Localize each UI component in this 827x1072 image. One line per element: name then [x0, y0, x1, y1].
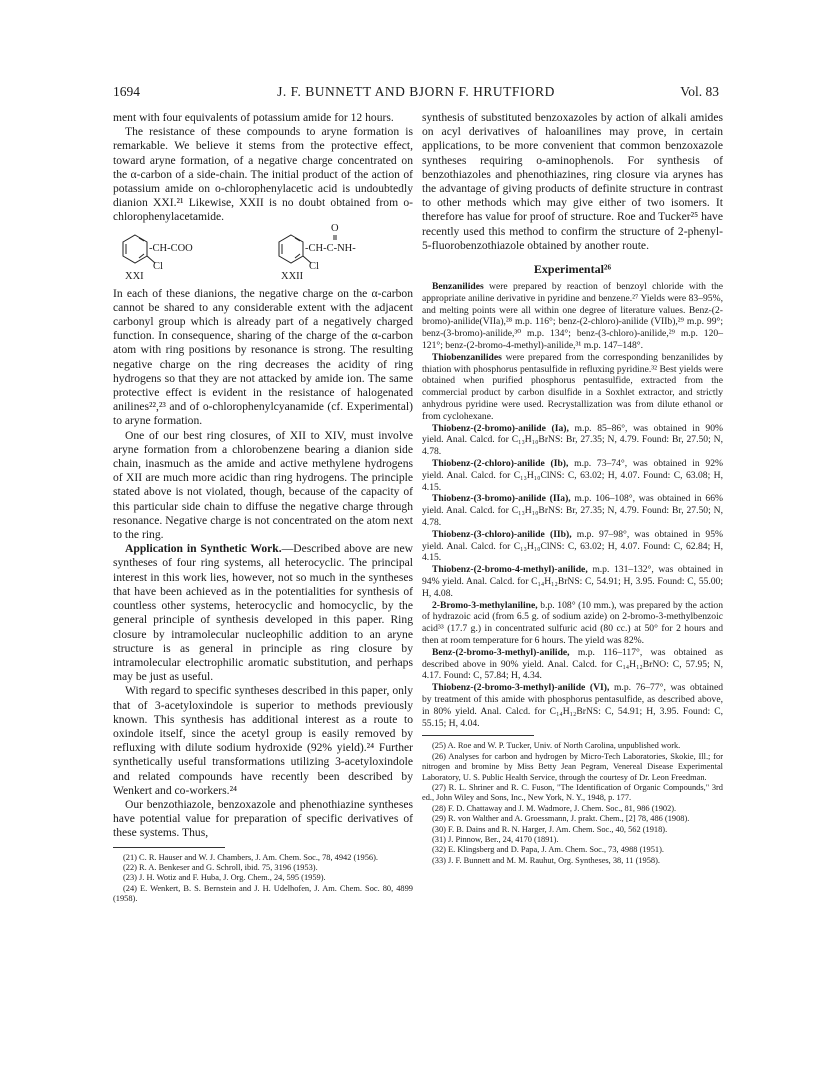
- footnote: (26) Analyses for carbon and hydrogen by Micro-Tech Laboratories, Skokie, Ill.; for nitrogen and bromine by Miss Betty Jean Pegram, Venereal Disease Experimental Laboratory, U. S. Public Health Service, through the courtesy of Dr. Leon Freedman.: [422, 751, 723, 782]
- paragraph: synthesis of substituted benzoxazoles by action of alkali amides on acyl derivatives of haloanilines may prove, in certain applications, to be more convenient that common benzoxazole syntheses requiring o-aminophenols. For synthesis of benzothiazoles and phenothiazines, ring closure via arynes has the advantage of giving products of definite structure in contrast to other methods which may give either of two isomers. It therefore has value for proof of structure. Roe and Tucker²⁵ have recently used this method to confirm the structure of 2-phenyl-5-fluorobenzothiazole obtained by another route.: [422, 111, 723, 252]
- entry-text: m.p. 73–74°, was obtained in 92% yield. Anal. Calcd. for C₁₃H₁₀ClNS: C, 63.02; H, 4.07. Found: C, 63.08; H, 4.15.: [422, 457, 724, 493]
- entry-text: were prepared by reaction of benzoyl chloride with the appropriate aniline derivative in pyridine and benzene.²⁷ Yields were 83–95%, and melting points were all within one degree of literature values. Benz-(2-bromo)-anilide(VIIa),²⁸ m.p. 116°; benz-(2-chloro)-anilide (VIIb),²⁹ m.p. 99°; benz-(3-bromo)-anilide,³⁰ m.p. 134°; benz-(3-chloro)-anilide,²⁹ m.p. 120–121°; benz-(2-bromo-4-methyl)-anilide,³¹ m.p. 147–148°.: [422, 281, 723, 352]
- xxi-chlorine: Cl: [153, 260, 163, 272]
- footnote-divider: [113, 847, 225, 848]
- entry-text: m.p. 85–86°, was obtained in 90% yield. Anal. Calcd. for C₁₃H₁₀BrNS: Br, 27.35; N, 4.79. Found: Br, 27.50; N, 4.78.: [422, 422, 724, 458]
- entry-heading: Thiobenz-(3-chloro)-anilide (IIb),: [432, 528, 572, 540]
- experimental-entry: [422, 529, 723, 564]
- entry-text: m.p. 131–132°, was obtained in 94% yield. Anal. Calcd. for C₁₄H₁₂BrNS: C, 54.91; H, 3.95. Found: C, 55.00; H, 4.08.: [422, 564, 723, 599]
- paragraph: The resistance of these compounds to aryne formation is remarkable. We believe it stems from the protective effect, toward aryne formation, of a negative charge concentrated on the α-carbon of a side-chain. The initial product of the action of potassium amide on o-chlorophenylacetic acid is undoubtedly dianion XXI.²¹ Likewise, XXII is no doubt obtained from o-chlorophenylacetamide.: [113, 125, 413, 224]
- xxii-oxygen: O: [331, 222, 339, 234]
- experimental-entry: [422, 682, 723, 729]
- entry-text: m.p. 106–108°, was obtained in 66% yield. Anal. Calcd. for C₁₃H₁₀BrNS: Br, 27.35; N, 4.79. Found: Br, 27.50; N, 4.78.: [422, 493, 723, 528]
- paragraph: One of our best ring closures, of XII to XIV, must involve aryne formation from a chlorobenzene bearing a dianion side chain, inasmuch as the amide and active methylene hydrogens of XII are much more acidic than ring hydrogens. The principle stated above is not violated, though, because of the capacity of this particular side chain to diffuse the negative charge through resonance. Negative charge is not concentrated on the atom next to the ring.: [113, 428, 413, 542]
- section-heading: Application in Synthetic Work.: [125, 542, 282, 556]
- running-header: [113, 84, 719, 104]
- entry-text: m.p. 116–117°, was obtained as described above in 90% yield. Anal. Calcd. for C₁₄H₁₂BrNO: C, 57.95; N, 4.17. Found: C, 57.84; H, 4.34.: [422, 646, 723, 682]
- xxii-label: XXII: [281, 270, 304, 282]
- footnote: (21) C. R. Hauser and W. J. Chambers, J. Am. Chem. Soc., 78, 4942 (1956).: [123, 852, 378, 862]
- footnote: (30) F. B. Dains and R. N. Harger, J. Am. Chem. Soc., 40, 562 (1918).: [432, 824, 668, 834]
- footnote: (27) R. L. Shriner and R. C. Fuson, "The Identification of Organic Compounds," 3rd ed., John Wiley and Sons, Inc., New York, N. Y., 1948, p. 177.: [422, 782, 723, 803]
- right-column: [422, 111, 723, 866]
- entry-heading: Benzanilides: [432, 281, 484, 293]
- xxi-label: XXI: [125, 270, 144, 282]
- paragraph: Our benzothiazole, benzoxazole and phenothiazine syntheses have potential value for preparation of specific derivatives of these systems. Thus,: [113, 797, 413, 840]
- entry-text: m.p. 97–98°, was obtained in 95% yield. Anal. Calcd. for C₁₃H₁₀ClNS: C, 63.02; H, 4.07. Found: C, 62.84; H, 4.15.: [422, 528, 723, 564]
- structure-diagram-xxi-xxii: [113, 222, 413, 283]
- footnote: (28) F. D. Chattaway and J. M. Wadmore, J. Chem. Soc., 81, 986 (1902).: [432, 803, 677, 813]
- experimental-entry: [422, 493, 723, 528]
- footnote: (25) A. Roe and W. P. Tucker, Univ. of North Carolina, unpublished work.: [432, 741, 681, 751]
- footnote: (32) E. Klingsberg and D. Papa, J. Am. Chem. Soc., 73, 4988 (1951).: [432, 845, 664, 855]
- entry-heading: Thiobenz-(2-chloro)-anilide (Ib),: [432, 457, 569, 469]
- paragraph-text: —Described above are new syntheses of four ring systems, all heterocyclic. The principal interest in this work lies, however, not so much in the syntheses that have been achieved as in the potentialities for synthesis of countless other systems, heterocyclic and homocyclic, by the general principle of synthesis developed in this paper. Ring closure by intramolecular nucleophilic addition to an aryne structure is as general in principle as ring closure by intramolecular electrophilic aromatic substitution, and perhaps may be just as useful.: [113, 542, 413, 684]
- paragraph: ment with four equivalents of potassium amide for 12 hours.: [113, 111, 394, 124]
- experimental-entry: [422, 281, 723, 352]
- experimental-entry: [422, 352, 723, 423]
- xxii-chlorine: Cl: [309, 260, 319, 272]
- running-authors: J. F. BUNNETT AND BJORN F. HRUTFIORD: [277, 84, 555, 99]
- paragraph: In each of these dianions, the negative charge on the α-carbon cannot be shared to any considerable extent with the adjacent carbonyl group which is already part of a negatively charged function. In consequence, sharing of the charge of the α-carbon atom with ring positions by resonance is strong. The resulting negative charge on the ring decreases the acidity of ring hydrogens so that they are not attacked by amide ion. The same protective effect is evident in the resistance of halogenated anilines²²,²³ and of o-chlorophenylcyanamide (cf. Experimental) to aryne formation.: [113, 286, 413, 428]
- experimental-entry: [422, 647, 723, 682]
- structure-rings: [113, 227, 413, 283]
- footnote-divider: [422, 735, 534, 736]
- experimental-heading: Experimental²⁶: [533, 262, 612, 277]
- paragraph: With regard to specific syntheses described in this paper, only that of 3-acetyloxindole is superior to methods previously known. This synthesis has additional interest as a route to oxindole itself, since the acetyl group is easily removed by refluxing with dilute sodium hydroxide (92% yield).²⁴ Further synthetically useful transformations utilizing 3-acetyloxindole and related compounds have recently been described by Wenkert and co-workers.²⁴: [113, 684, 413, 797]
- entry-heading: Benz-(2-bromo-3-methyl)-anilide,: [432, 646, 570, 658]
- entry-text: m.p. 76–77°, was obtained by treatment of this amide with phosphorus pentasulfide, as described above, in 80% yield. Anal. Calcd. for C₁₄H₁₂BrNS: C, 54.91; H, 3.95. Found: C, 55.15; H, 4.04.: [422, 682, 723, 729]
- entry-heading: Thiobenz-(3-bromo)-anilide (IIa),: [432, 493, 571, 505]
- footnote: (23) J. H. Wotiz and F. Huba, J. Org. Chem., 24, 595 (1959).: [123, 873, 326, 883]
- xxi-side-chain: -CH-COO: [149, 242, 193, 254]
- entry-text: b.p. 108° (10 mm.), was prepared by the action of hydrazoic acid (from 6.5 g. of sodium azide) on 2-bromo-3-methylbenzoic acid³³ (17.7 g.) in concentrated sulfuric acid (80 cc.) at 50° for 2 hours and then at room temperature for 6 hours. The yield was 82%.: [422, 599, 723, 646]
- volume-label: Vol. 83: [680, 84, 719, 99]
- paragraph: [113, 542, 413, 684]
- entry-heading: Thiobenzanilides: [432, 351, 502, 363]
- footnote: (24) E. Wenkert, B. S. Bernstein and J. H. Udelhofen, J. Am. Chem. Soc. 80, 4899 (1958).: [113, 883, 413, 904]
- entry-heading: Thiobenz-(2-bromo-4-methyl)-anilide,: [432, 564, 588, 576]
- experimental-entry: [422, 458, 723, 493]
- footnote: (22) R. A. Benkeser and G. Schroll, ibid. 75, 3196 (1953).: [123, 862, 318, 872]
- entry-heading: Thiobenz-(2-bromo)-anilide (Ia),: [432, 422, 569, 434]
- experimental-entry: [422, 600, 723, 647]
- entry-heading: Thiobenz-(2-bromo-3-methyl)-anilide (VI),: [432, 682, 610, 694]
- experimental-entry: [422, 423, 723, 458]
- entry-heading: 2-Bromo-3-methylaniline,: [432, 599, 538, 611]
- entry-text: were prepared from the corresponding benzanilides by thiation with phosphorus pentasulfide in refluxing pyridine.³² Best yields were obtained when purified phosphorus pentasulfide, extracted from the commercial product by carbon disulfide in a Soxhlet extractor, and strictly anhydrous pyridine were used. Recrystallization was from dilute ethanol or from cyclohexane.: [422, 351, 723, 422]
- page-number: 1694: [113, 84, 140, 99]
- footnote: (33) J. F. Bunnett and M. M. Rauhut, Org. Syntheses, 38, 11 (1958).: [432, 855, 661, 865]
- footnote: (29) R. von Walther and A. Groessmann, J. prakt. Chem., [2] 78, 486 (1908).: [432, 814, 690, 824]
- footnote: (31) J. Pinnow, Ber., 24, 4170 (1891).: [432, 834, 559, 844]
- experimental-entry: [422, 564, 723, 599]
- xxii-side-chain: -CH-C-NH-: [305, 242, 356, 254]
- left-column: [113, 111, 413, 905]
